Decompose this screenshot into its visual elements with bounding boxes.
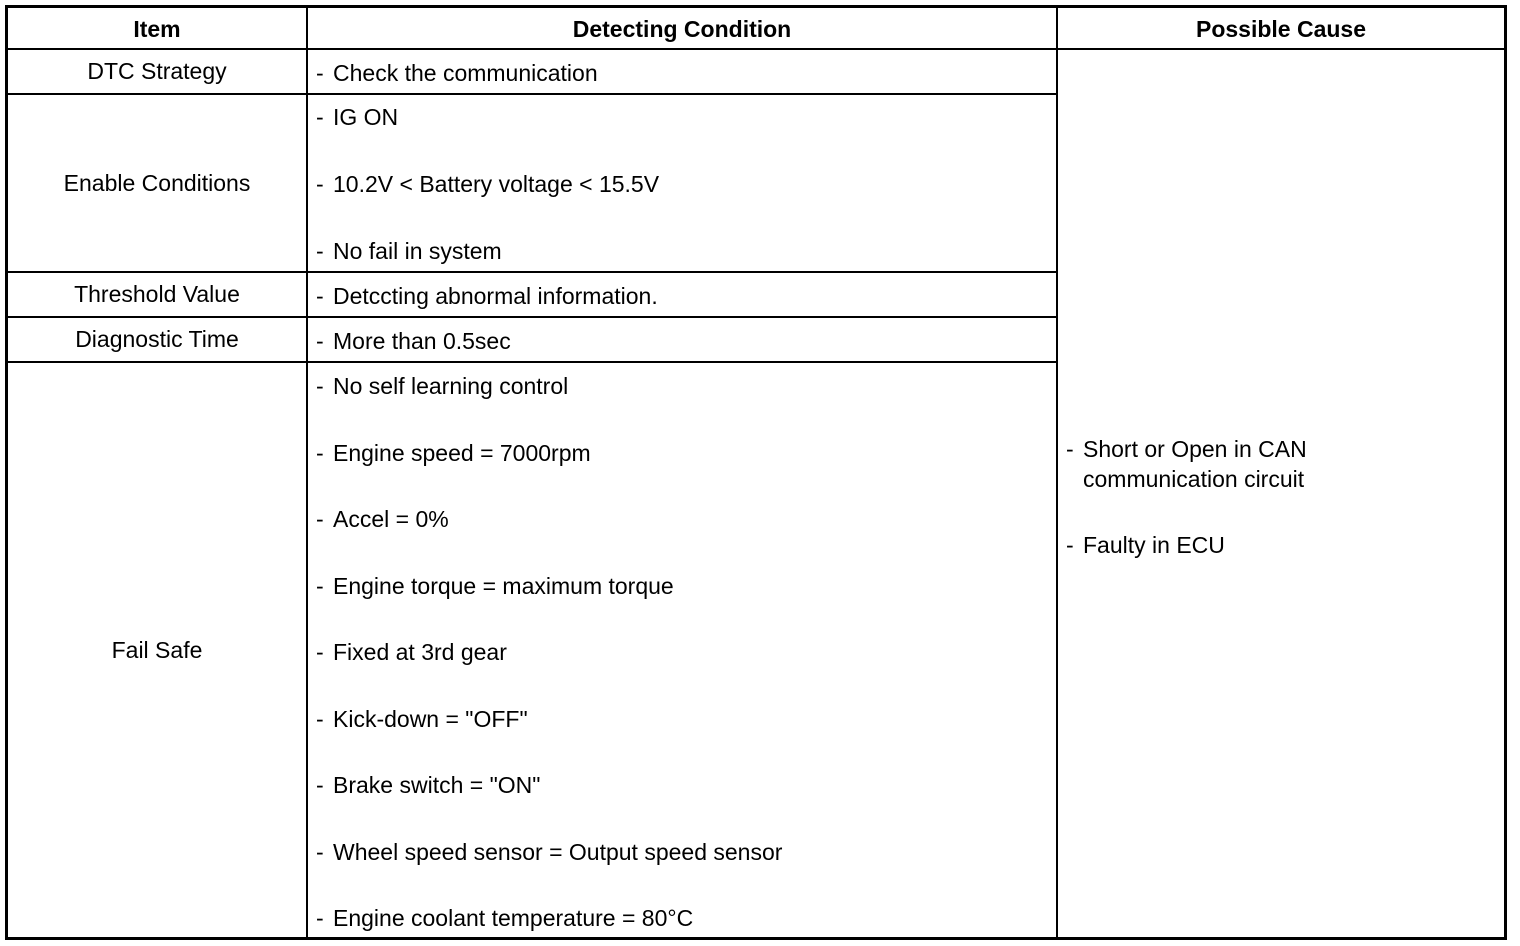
condition-line: - Engine coolant temperature = 80°C [316,905,694,931]
item-dtc-strategy: DTC Strategy [87,58,227,84]
diagnostic-table [5,5,1507,940]
cause-item: - Faulty in ECU [1066,532,1225,558]
condition-line: - Check the communication [316,60,598,86]
column-divider-cause [1056,8,1058,937]
header-detecting-condition: Detecting Condition [572,16,792,42]
condition-line: - Kick-down = "OFF" [316,706,528,732]
item-enable-conditions: Enable Conditions [63,169,251,196]
column-divider-item [306,8,308,937]
condition-line: - No self learning control [316,373,569,399]
header-item: Item [133,16,181,42]
condition-line: - Brake switch = "ON" [316,772,541,798]
condition-line: - Engine speed = 7000rpm [316,440,591,466]
condition-line: - Accel = 0% [316,506,449,532]
condition-line: - IG ON [316,104,399,130]
condition-line: - No fail in system [316,238,502,264]
header-possible-cause: Possible Cause [1195,16,1367,42]
item-threshold-value: Threshold Value [74,281,240,307]
item-diagnostic-time: Diagnostic Time [75,326,239,352]
item-fail-safe: Fail Safe [111,636,203,663]
cause-item: - Short or Open in CAN communication circuit [1066,436,1307,492]
condition-line: - Detccting abnormal information. [316,283,658,309]
condition-line: - Wheel speed sensor = Output speed sensor [316,839,783,865]
condition-line: - Engine torque = maximum torque [316,573,674,599]
condition-line: - 10.2V < Battery voltage < 15.5V [316,171,660,197]
condition-line: - Fixed at 3rd gear [316,639,507,665]
condition-line: - More than 0.5sec [316,328,511,354]
